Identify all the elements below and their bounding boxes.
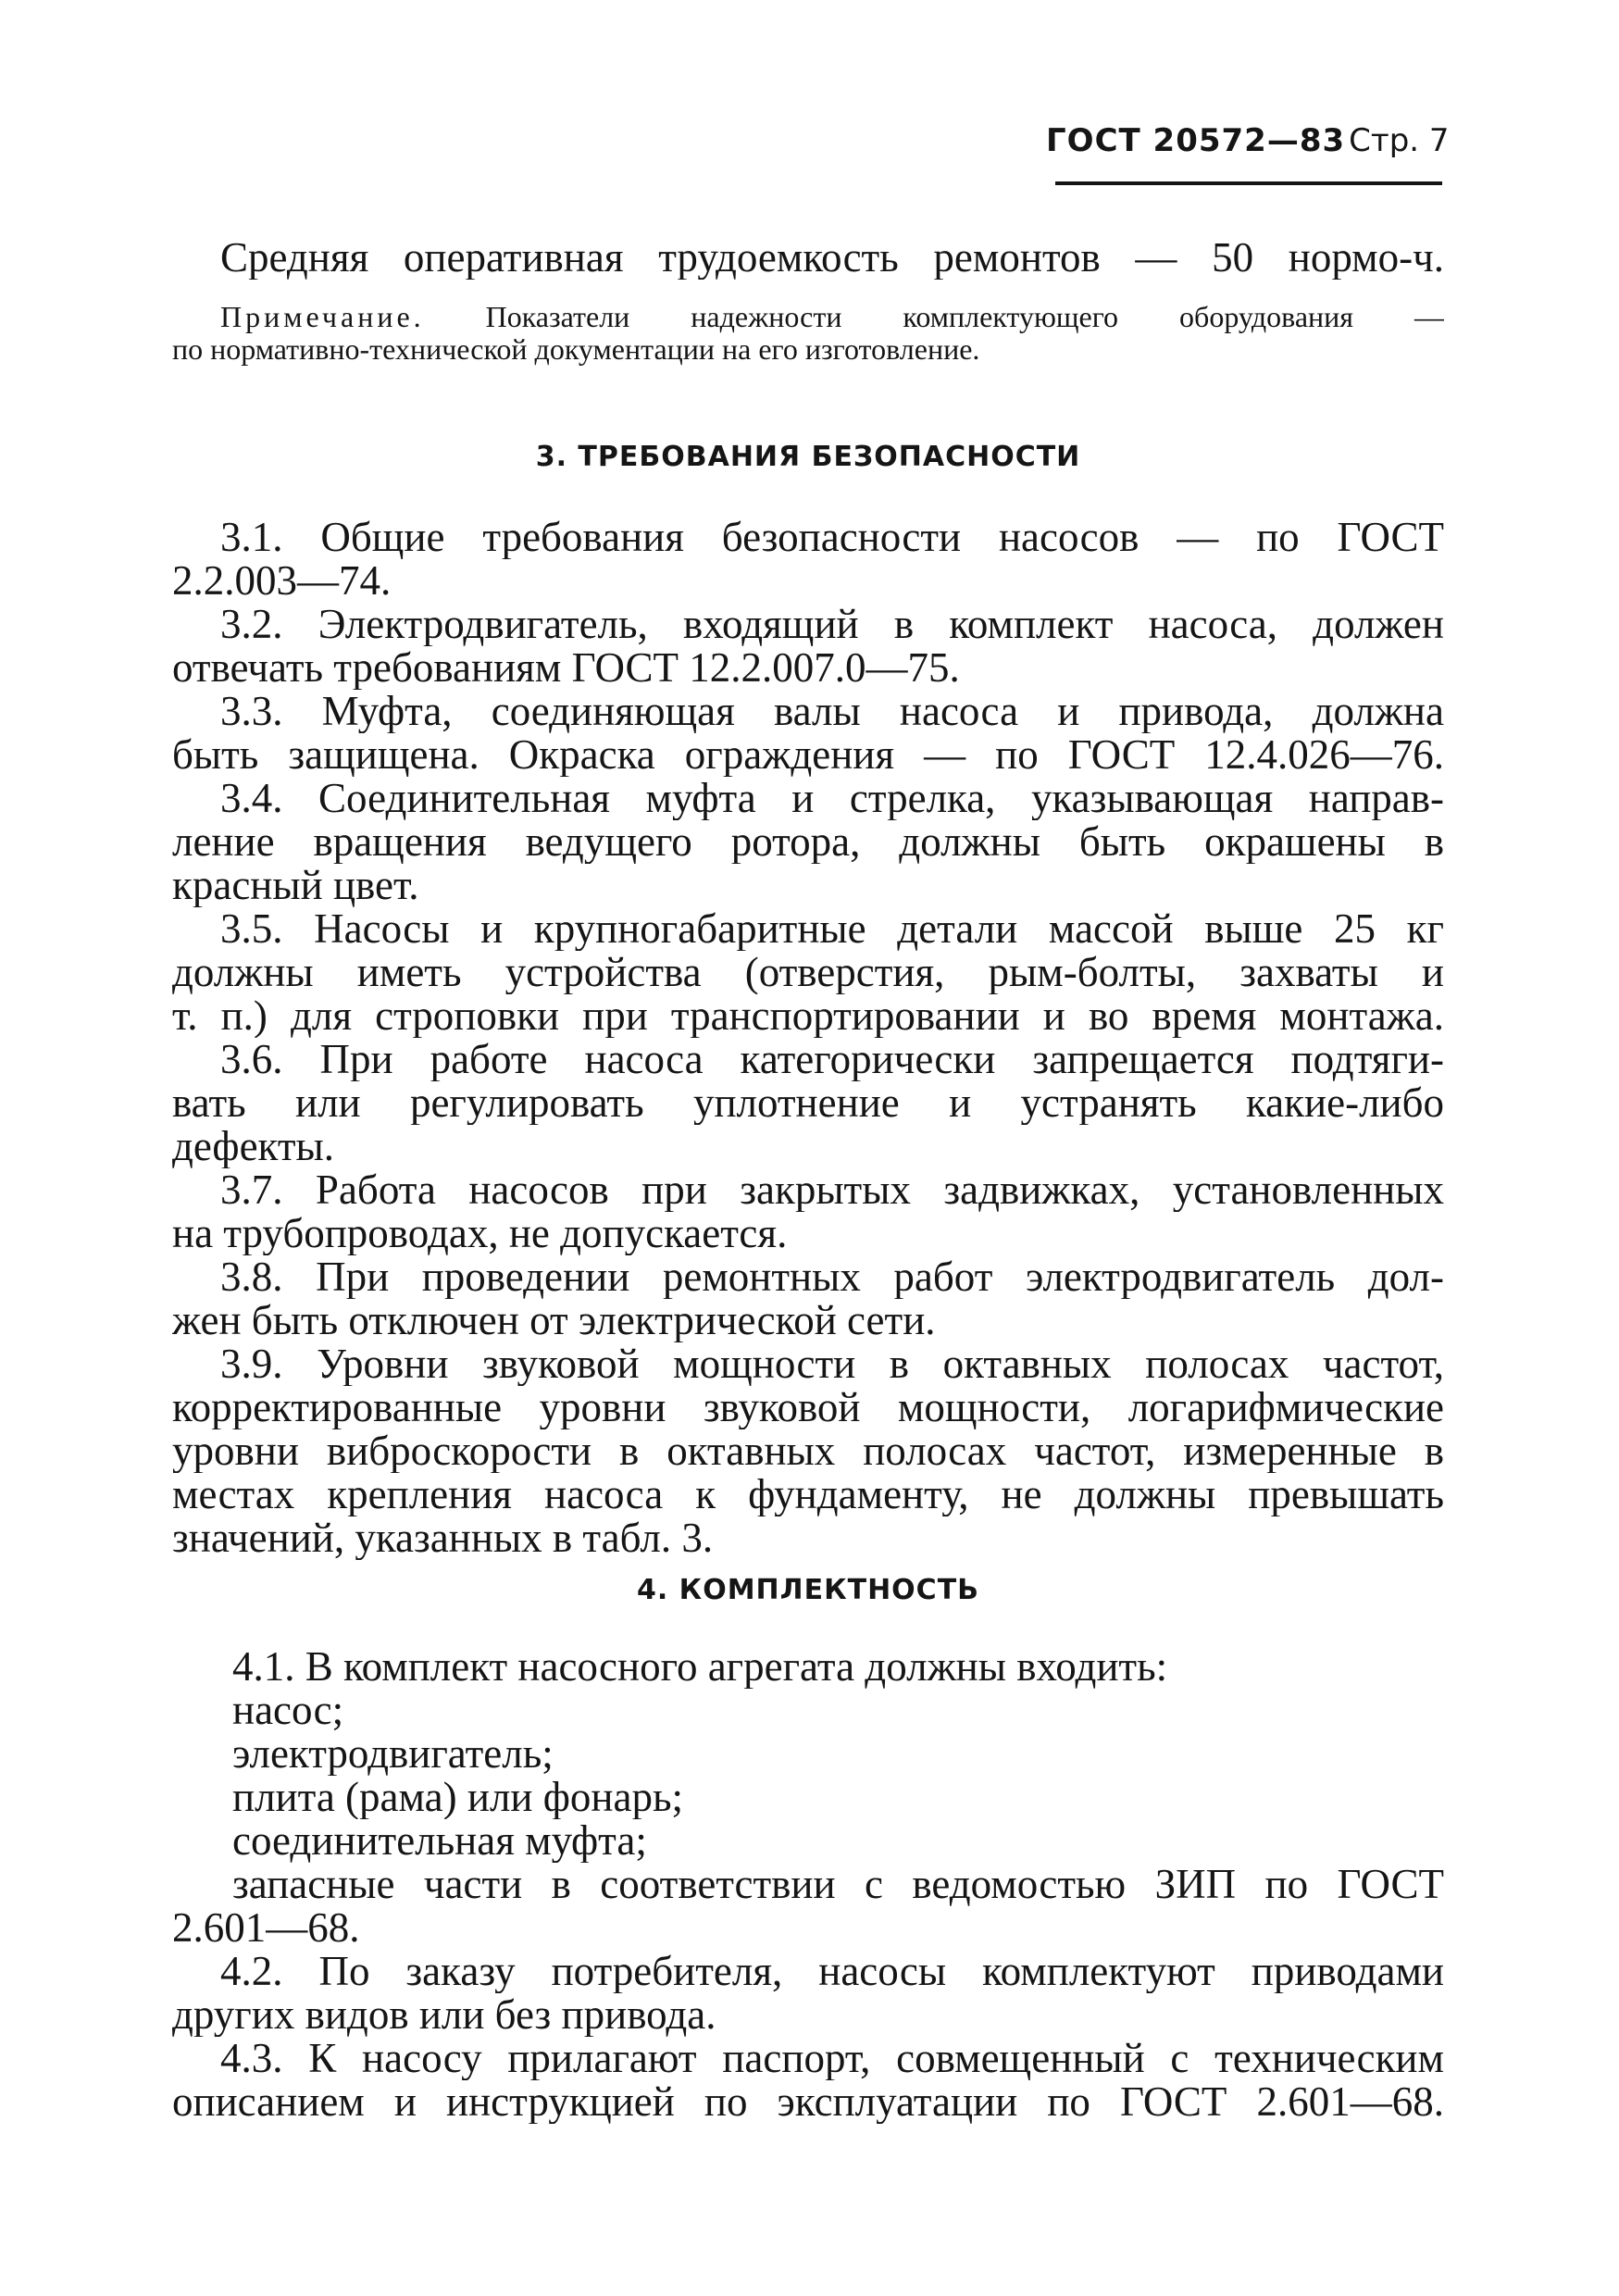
note-text-1: Показатели надежности комплектующего оборудования — bbox=[424, 301, 1444, 333]
text-line: должны иметь устройства (отверстия, рым-болты, захваты и bbox=[172, 951, 1444, 994]
list-item: запасные части в соответствии с ведомостью ЗИП по ГОСТ bbox=[232, 1863, 1444, 1906]
page-number: Стр. 7 bbox=[1349, 122, 1450, 159]
intro-text: Средняя оперативная трудоемкость ремонтов — 50 нормо-ч. bbox=[220, 236, 1444, 280]
header-rule bbox=[1055, 181, 1442, 185]
intro-paragraph bbox=[172, 236, 1444, 280]
text-line: ление вращения ведущего ротора, должны быть окрашены в bbox=[172, 820, 1444, 864]
text-line: 3.9. Уровни звуковой мощности в октавных полосах частот, bbox=[220, 1342, 1444, 1386]
section-4-body bbox=[172, 1645, 1444, 2124]
note-line-2: по нормативно-технической документации на его изготовление. bbox=[172, 333, 980, 366]
text-line: 3.5. Насосы и крупногабаритные детали массой выше 25 кг bbox=[220, 907, 1444, 951]
list-item: плита (рама) или фонарь; bbox=[232, 1776, 684, 1819]
list-item: соединительная муфта; bbox=[232, 1819, 647, 1863]
section-4-heading: 4. КОМПЛЕКТНОСТЬ bbox=[636, 1574, 980, 1606]
text-line: 3.8. При проведении ремонтных работ электродвигатель дол- bbox=[220, 1255, 1444, 1299]
note-label: Примечание. bbox=[220, 301, 425, 333]
text-line: 2.601—68. bbox=[172, 1906, 360, 1950]
text-line: красный цвет. bbox=[172, 864, 419, 907]
running-header bbox=[1046, 122, 1450, 159]
text-line: других видов или без привода. bbox=[172, 1993, 716, 2037]
section-3-body bbox=[172, 516, 1444, 1560]
list-item: электродвигатель; bbox=[232, 1732, 554, 1776]
text-line: 3.3. Муфта, соединяющая валы насоса и привода, должна bbox=[220, 690, 1444, 733]
text-line: 4.1. В комплект насосного агрегата должны входить: bbox=[232, 1645, 1168, 1689]
section-3-heading: 3. ТРЕБОВАНИЯ БЕЗОПАСНОСТИ bbox=[535, 441, 1081, 473]
text-line: 3.2. Электродвигатель, входящий в комплект насоса, должен bbox=[220, 603, 1444, 646]
text-line: на трубопроводах, не допускается. bbox=[172, 1212, 788, 1255]
text-line: значений, указанных в табл. 3. bbox=[172, 1516, 714, 1560]
list-item: насос; bbox=[232, 1689, 344, 1732]
intro-line bbox=[172, 236, 1444, 280]
text-line: 2.2.003—74. bbox=[172, 559, 392, 603]
text-line: 3.6. При работе насоса категорически запрещается подтяги- bbox=[220, 1038, 1444, 1081]
text-line: 4.3. К насосу прилагают паспорт, совмещенный с техническим bbox=[220, 2037, 1444, 2080]
text-line: быть защищена. Окраска ограждения — по ГОСТ 12.4.026—76. bbox=[172, 733, 1444, 777]
note-paragraph bbox=[172, 301, 1444, 366]
text-line: вать или регулировать уплотнение и устранять какие-либо bbox=[172, 1081, 1444, 1125]
text-line: описанием и инструкцией по эксплуатации по ГОСТ 2.601—68. bbox=[172, 2080, 1444, 2124]
text-line: т. п.) для строповки при транспортировании и во время монтажа. bbox=[172, 994, 1444, 1038]
text-line: дефекты. bbox=[172, 1125, 334, 1168]
text-line: 3.4. Соединительная муфта и стрелка, указывающая направ- bbox=[220, 777, 1444, 820]
text-line: 4.2. По заказу потребителя, насосы комплектуют приводами bbox=[220, 1950, 1444, 1993]
standard-number: ГОСТ 20572—83 bbox=[1046, 122, 1346, 159]
note-line-1 bbox=[172, 301, 1444, 333]
text-line: жен быть отключен от электрической сети. bbox=[172, 1299, 936, 1342]
text-line: корректированные уровни звуковой мощности, логарифмические bbox=[172, 1386, 1444, 1429]
text-line: местах крепления насоса к фундаменту, не должны превышать bbox=[172, 1473, 1444, 1516]
text-line: 3.7. Работа насосов при закрытых задвижках, установленных bbox=[220, 1168, 1444, 1212]
text-line: отвечать требованиям ГОСТ 12.2.007.0—75. bbox=[172, 646, 960, 690]
text-line: 3.1. Общие требования безопасности насосов — по ГОСТ bbox=[220, 516, 1444, 559]
text-line: уровни виброскорости в октавных полосах частот, измеренные в bbox=[172, 1429, 1444, 1473]
